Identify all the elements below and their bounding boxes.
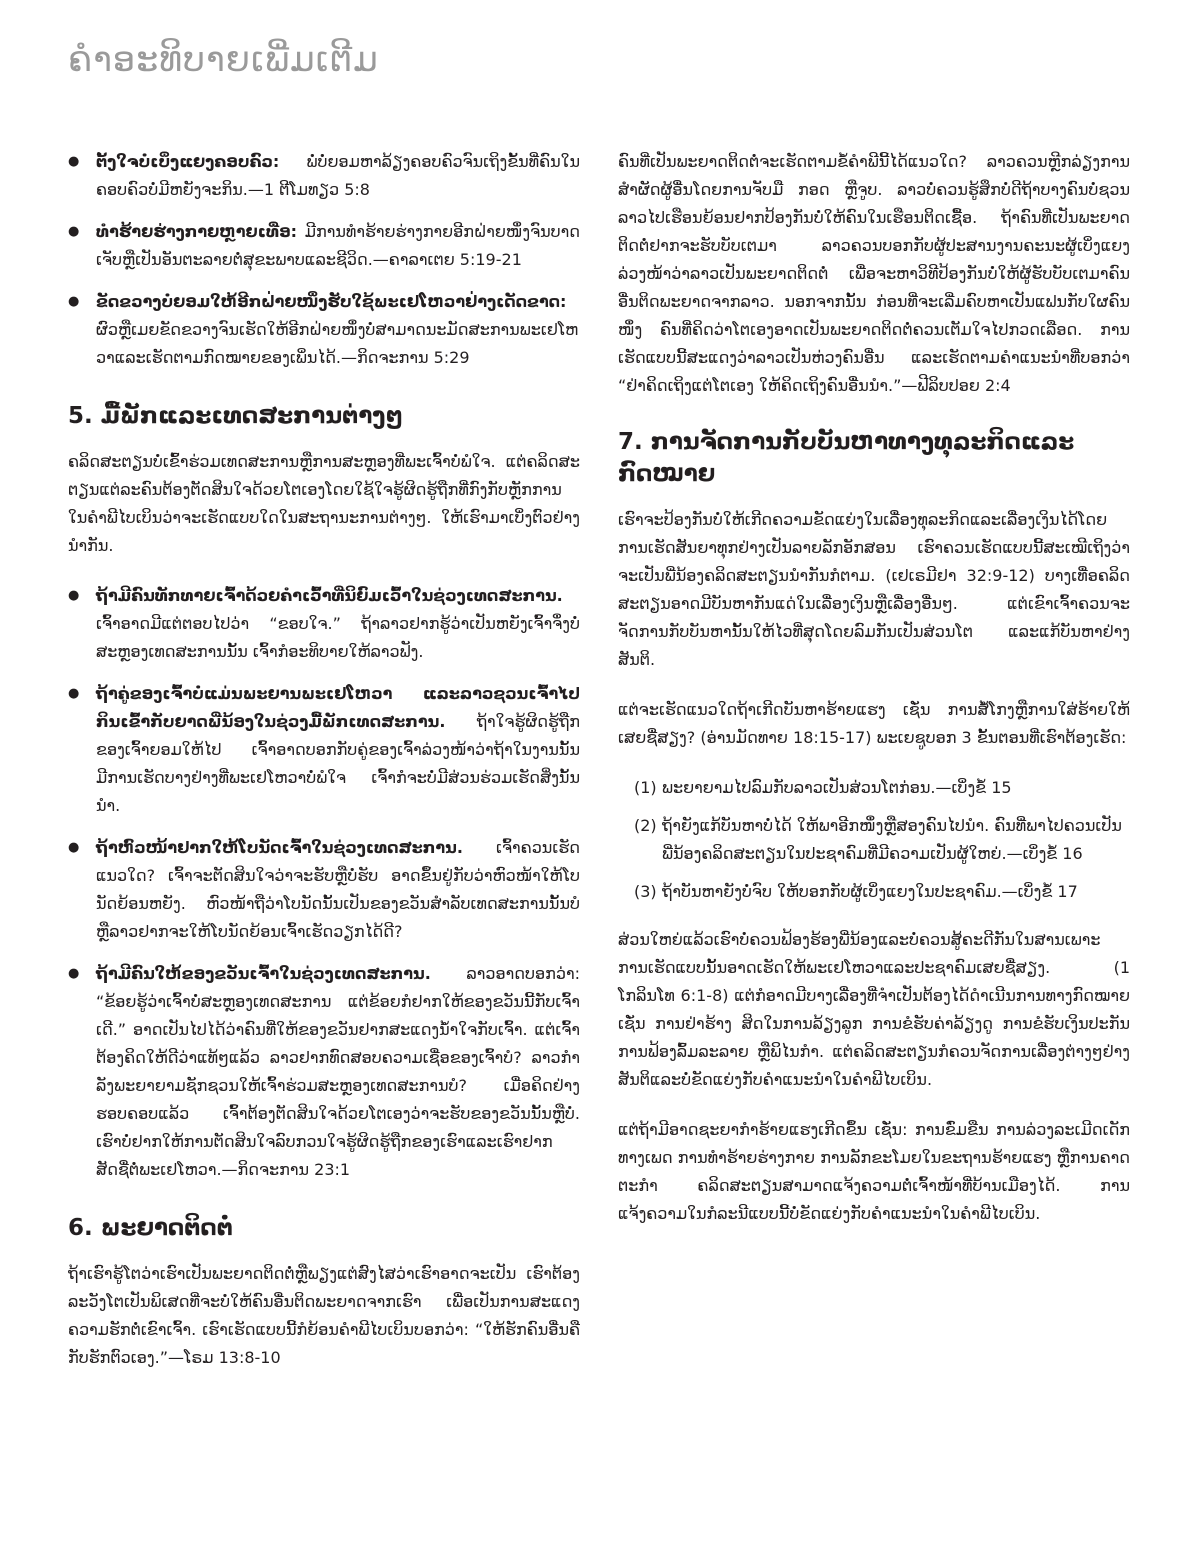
bullet-text: ຜົວຫຼືເມຍຂັດຂວາງຈົນເຮັດໃຫ້ອີກຝ່າຍໜຶ່ງບໍ່ສາມາດນະມັດສະການພະເຢໂຫວາແລະເຮັດຕາມກົດໝາຍຂອງເພິ່ນໄດ້.—ກິດຈະການ 5:29 xyxy=(96,320,579,367)
bullet-lead: ທໍາຮ້າຍຮ່າງກາຍຫຼາຍເທື່ອ: xyxy=(96,222,298,241)
section-heading-5: 5. ມື້ພັກແລະເທດສະການຕ່າງໆ xyxy=(68,403,403,429)
paragraph: ຄລິດສະຕຽນບໍ່ເຂົ້າຮ່ວມເທດສະການຫຼືການສະຫຼອງທີ່ພະເຈົ້າບໍ່ພໍໃຈ. ແຕ່ຄລິດສະຕຽນແຕ່ລະຄົນຕ້ອງຕັດສິນໃຈດ້ວຍໂຕເອງໂດຍໃຊ້ໃຈຮູ້ຜິດຮູ້ຖືກທີ່ກົງກັບຫຼັກການໃນຄໍາພີໄບເບິນວ່າຈະເຮັດແບບໃດໃນສະຖານະການຕ່າງໆ. ໃຫ້ເຮົາມາເບິ່ງຕົວຢ່າງນໍາກັນ. xyxy=(68,452,580,555)
bullet-lead: ຂັດຂວາງບໍ່ຍອມໃຫ້ອີກຝ່າຍໜຶ່ງຮັບໃຊ້ພະເຢໂຫວາຢ່າງເດັດຂາດ: xyxy=(96,292,567,311)
bullet-list-holidays xyxy=(68,582,580,1184)
left-column xyxy=(68,148,580,1394)
step-text: ຖ້າບັນຫາຍັງບໍ່ຈົບ ໃຫ້ບອກກັບຜູ້ເບິ່ງແຍງໃນປະຊາຄົມ.—ເບິ່ງຂໍ້ 17 xyxy=(662,882,1078,901)
steps-list xyxy=(618,774,1130,906)
step-text: ພະຍາຍາມໄປລົມກັບລາວເປັນສ່ວນໂຕກ່ອນ.—ເບິ່ງຂໍ້ 15 xyxy=(662,778,1012,797)
step-number: (2) xyxy=(634,816,657,835)
bullet-text: ຖ້າໃຈຮູ້ຜິດຮູ້ຖືກຂອງເຈົ້າຍອມໃຫ້ໄປ ເຈົ້າອາດບອກກັບຄູ່ຂອງເຈົ້າລ່ວງໜ້າວ່າຖ້າໃນງານນັ້ນມີການເຮັດບາງຢ່າງທີ່ພະເຢໂຫວາບໍ່ພໍໃຈ ເຈົ້າກໍຈະບໍ່ມີສ່ວນຮ່ວມເຮັດສິ່ງນັ້ນນໍາ. xyxy=(96,712,580,815)
step-item xyxy=(634,774,1130,802)
list-item xyxy=(90,218,580,274)
bullet-lead: ຖ້າມີຄົນທັກທາຍເຈົ້າດ້ວຍຄໍາເວົ້າທີ່ນິຍົມເວົ້າໃນຊ່ວງເທດສະການ. xyxy=(96,586,563,605)
step-item xyxy=(634,812,1130,868)
list-item xyxy=(90,960,580,1184)
bullet-text: ເຈົ້າອາດມີແຕ່ຕອບໄປວ່າ “ຂອບໃຈ.” ຖ້າລາວຢາກຮູ້ວ່າເປັນຫຍັງເຈົ້າຈຶ່ງບໍ່ສະຫຼອງເທດສະການນັ້ນ ເຈົ້າກໍອະທິບາຍໃຫ້ລາວຟັງ. xyxy=(96,614,580,661)
paragraph: ສ່ວນໃຫຍ່ແລ້ວເຮົາບໍ່ຄວນຟ້ອງຮ້ອງພີ່ນ້ອງແລະບໍ່ຄວນສູ້ຄະດີກັນໃນສານເພາະການເຮັດແບບນັ້ນອາດເຮັດໃຫ້ພະເຢໂຫວາແລະປະຊາຄົມເສຍຊື່ສຽງ. (1 ໂກລິນໂທ 6:1-8) ແຕ່ກໍອາດມີບາງເລື່ອງທີ່ຈໍາເປັນຕ້ອງໄດ້ດໍາເນີນການທາງກົດໝາຍ ເຊັ່ນ ການຢ່າຮ້າງ ສິດໃນການລ້ຽງລູກ ການຂໍຮັບຄ່າລ້ຽງດູ ການຂໍຮັບເງິນປະກັນ ການຟ້ອງລົ້ມລະລາຍ ຫຼືພິໄນກໍາ. ແຕ່ຄລິດສະຕຽນກໍຄວນຈັດການເລື່ອງຕ່າງໆຢ່າງສັນຕິແລະບໍ່ຂັດແຍ່ງກັບຄໍາແນະນໍາໃນຄໍາພີໄບເບິນ. xyxy=(618,930,1130,1089)
bullet-lead: ຖ້າຄູ່ຂອງເຈົ້າບໍ່ແມ່ນພະຍານພະເຢໂຫວາ ແລະລາວຊວນເຈົ້າໄປກິນເຂົ້າກັບຍາດພີ່ນ້ອງໃນຊ່ວງມື້ພັກເທດສະການ. xyxy=(96,684,580,731)
right-column xyxy=(618,148,1130,1250)
list-item xyxy=(90,680,580,820)
section-heading-7: 7. ການຈັດການກັບບັນຫາທາງທຸລະກິດແລະກົດໝາຍ xyxy=(618,429,1075,487)
bullet-text: ມີການທໍາຮ້າຍຮ່າງກາຍອີກຝ່າຍໜຶ່ງຈົນບາດເຈັບຫຼືເປັນອັນຕະລາຍຕໍ່ສຸຂະພາບແລະຊີວິດ.—ຄາລາເຕຍ 5:19-21 xyxy=(96,222,580,269)
bullet-text: ລາວອາດບອກວ່າ: “ຂ້ອຍຮູ້ວ່າເຈົ້າບໍ່ສະຫຼອງເທດສະການ ແຕ່ຂ້ອຍກໍຢາກໃຫ້ຂອງຂວັນນີ້ກັບເຈົ້າເດີ.” ອາດເປັນໄປໄດ້ວ່າຄົນທີ່ໃຫ້ຂອງຂວັນຢາກສະແດງນໍ້າໃຈກັບເຈົ້າ. ແຕ່ເຈົ້າຕ້ອງຄິດໃຫ້ດີວ່າແທ້ໆແລ້ວ ລາວຢາກທົດສອບຄວາມເຊື່ອຂອງເຈົ້າບໍ? ລາວກໍາລັງພະຍາຍາມຊັກຊວນໃຫ້ເຈົ້າຮ່ວມສະຫຼອງເທດສະການບໍ? ເມື່ອຄິດຢ່າງຮອບຄອບແລ້ວ ເຈົ້າຕ້ອງຕັດສິນໃຈດ້ວຍໂຕເອງວ່າຈະຮັບຂອງຂວັນນັ້ນຫຼືບໍ່. ເຮົາບໍ່ຢາກໃຫ້ການຕັດສິນໃຈລົບກວນໃຈຮູ້ຜິດຮູ້ຖືກຂອງເຮົາແລະເຮົາຢາກສັດຊື່ຕໍ່ພະເຢໂຫວາ.—ກິດຈະການ 23:1 xyxy=(96,964,580,1179)
step-text: ຖ້າຍັງແກ້ບັນຫາບໍ່ໄດ້ ໃຫ້ພາອີກໜຶ່ງຫຼືສອງຄົນໄປນໍາ. ຄົນທີ່ພາໄປຄວນເປັນພີ່ນ້ອງຄລິດສະຕຽນໃນປະຊາຄົມທີ່ມີຄວາມເປັນຜູ້ໃຫຍ່.—ເບິ່ງຂໍ້ 16 xyxy=(662,816,1122,863)
bullet-list-grounds xyxy=(68,148,580,372)
bullet-lead: ຖ້າມີຄົນໃຫ້ຂອງຂວັນເຈົ້າໃນຊ່ວງເທດສະການ. xyxy=(96,964,431,983)
list-item xyxy=(90,148,580,204)
paragraph: ແຕ່ຈະເຮັດແນວໃດຖ້າເກີດບັນຫາຮ້າຍແຮງ ເຊັ່ນ ການສໍ້ໂກງຫຼືການໃສ່ຮ້າຍໃຫ້ເສຍຊື່ສຽງ? (ອ່ານມັດທາຍ 18:15-17) ພະເຍຊູບອກ 3 ຂັ້ນຕອນທີ່ເຮົາຕ້ອງເຮັດ: xyxy=(618,700,1130,747)
bullet-lead: ຖ້າຫົວໜ້າຢາກໃຫ້ໂບນັດເຈົ້າໃນຊ່ວງເທດສະການ. xyxy=(96,838,463,857)
list-item xyxy=(90,288,580,372)
bullet-lead: ຕັ້ງໃຈບໍ່ເບິ່ງແຍງຄອບຄົວ: xyxy=(96,152,280,171)
paragraph: ແຕ່ຖ້າມີອາດຊະຍາກໍາຮ້າຍແຮງເກີດຂຶ້ນ ເຊັ່ນ: ການຂົ່ມຂືນ ການລ່ວງລະເມີດເດັກທາງເພດ ການທໍາຮ້າຍຮ່າງກາຍ ການລັກຂະໂມຍໃນຂະຖານຮ້າຍແຮງ ຫຼືການຄາດຕະກໍາ ຄລິດສະຕຽນສາມາດແຈ້ງຄວາມຕໍ່ເຈົ້າໜ້າທີ່ບ້ານເມືອງໄດ້. ການແຈ້ງຄວາມໃນກໍລະນີແບບນີ້ບໍ່ຂັດແຍ່ງກັບຄໍາແນະນໍາໃນຄໍາພີໄບເບິນ. xyxy=(618,1120,1130,1223)
step-item xyxy=(634,878,1130,906)
bullet-text: ເຈົ້າຄວນເຮັດແນວໃດ? ເຈົ້າຈະຕັດສິນໃຈວ່າຈະຮັບຫຼືບໍ່ຮັບ ອາດຂຶ້ນຢູ່ກັບວ່າຫົວໜ້າໃຫ້ໂບນັດຍ້ອນຫຍັງ. ຫົວໜ້າຖືວ່າໂບນັດນັ້ນເປັນຂອງຂວັນສໍາລັບເທດສະການນັ້ນບໍ ຫຼືລາວຢາກຈະໃຫ້ໂບນັດຍ້ອນເຈົ້າເຮັດວຽກໄດ້ດີ? xyxy=(96,838,580,941)
page-title: ຄໍາອະທິບາຍເພີ່ມເຕີມ xyxy=(68,40,379,80)
list-item xyxy=(90,834,580,946)
list-item xyxy=(90,582,580,666)
section-heading-6: 6. ພະຍາດຕິດຕໍ່ xyxy=(68,1215,233,1241)
paragraph: ຖ້າເຮົາຮູ້ໂຕວ່າເຮົາເປັນພະຍາດຕິດຕໍ່ຫຼືພຽງແຕ່ສົງໄສວ່າເຮົາອາດຈະເປັນ ເຮົາຕ້ອງລະວັງໂຕເປັນພິເສດທີ່ຈະບໍ່ໃຫ້ຄົນອື່ນຕິດພະຍາດຈາກເຮົາ ເພື່ອເປັນການສະແດງຄວາມຮັກຕໍ່ເຂົາເຈົ້າ. ເຮົາເຮັດແບບນີ້ກໍຍ້ອນຄໍາພີໄບເບິນບອກວ່າ: “ໃຫ້ຮັກຄົນອື່ນຄືກັບຮັກຕົວເອງ.”—ໂຣມ 13:8-10 xyxy=(68,1264,580,1367)
step-number: (1) xyxy=(634,778,657,797)
step-number: (3) xyxy=(634,882,657,901)
paragraph: ຄົນທີ່ເປັນພະຍາດຕິດຕໍ່ຈະເຮັດຕາມຂໍ້ຄໍາພີນີ້ໄດ້ແນວໃດ? ລາວຄວນຫຼີກລ່ຽງການສໍາຜັດຜູ້ອື່ນໂດຍການຈັບມື ກອດ ຫຼືຈູບ. ລາວບໍ່ຄວນຮູ້ສຶກບໍ່ດີຖ້າບາງຄົນບໍ່ຊວນລາວໄປເຮືອນຍ້ອນຢາກປ້ອງກັນບໍ່ໃຫ້ຄົນໃນເຮືອນຕິດເຊື້ອ. ຖ້າຄົນທີ່ເປັນພະຍາດຕິດຕໍ່ຢາກຈະຮັບບັບເຕມາ ລາວຄວນບອກກັບຜູ້ປະສານງານຄະນະຜູ້ເບິ່ງແຍງລ່ວງໜ້າວ່າລາວເປັນພະຍາດຕິດຕໍ່ ເພື່ອຈະຫາວິທີປ້ອງກັນບໍ່ໃຫ້ຜູ້ຮັບບັບເຕມາຄົນອື່ນຕິດພະຍາດຈາກລາວ. ນອກຈາກນັ້ນ ກ່ອນທີ່ຈະເລີ່ມຄົບຫາເປັນແຟນກັບໃຜຄົນໜຶ່ງ ຄົນທີ່ຄິດວ່າໂຕເອງອາດເປັນພະຍາດຕິດຕໍ່ຄວນເຕັມໃຈໄປກວດເລືອດ. ການເຮັດແບບນີ້ສະແດງວ່າລາວເປັນຫ່ວງຄົນອື່ນ ແລະເຮັດຕາມຄໍາແນະນໍາທີ່ບອກວ່າ “ຢ່າຄິດເຖິງແຕ່ໂຕເອງ ໃຫ້ຄິດເຖິງຄົນອື່ນນໍາ.”—ຟີລິບປອຍ 2:4 xyxy=(618,152,1130,395)
paragraph: ເຮົາຈະປ້ອງກັນບໍ່ໃຫ້ເກີດຄວາມຂັດແຍ່ງໃນເລື່ອງທຸລະກິດແລະເລື່ອງເງິນໄດ້ໂດຍການເຮັດສັນຍາທຸກຢ່າງເປັນລາຍລັກອັກສອນ ເຮົາຄວນເຮັດແບບນີ້ສະເໝີເຖິງວ່າຈະເປັນພີ່ນ້ອງຄລິດສະຕຽນນໍາກັນກໍຕາມ. (ເຢເຣມີຢາ 32:9-12) ບາງເທື່ອຄລິດສະຕຽນອາດມີບັນຫາກັນແດ່ໃນເລື່ອງເງິນຫຼືເລື່ອງອື່ນໆ. ແຕ່ເຂົາເຈົ້າຄວນຈະຈັດການກັບບັນຫານັ້ນໃຫ້ໄວທີ່ສຸດໂດຍລົມກັນເປັນສ່ວນໂຕ ແລະແກ້ບັນຫາຢ່າງສັນຕິ. xyxy=(618,510,1130,669)
bullet-text: ພໍ່ບໍ່ຍອມຫາລ້ຽງຄອບຄົວຈົນເຖິງຂັ້ນທີ່ຄົນໃນຄອບຄົວບໍ່ມີຫຍັງຈະກິນ.—1 ຕີໂມທຽວ 5:8 xyxy=(96,152,580,199)
